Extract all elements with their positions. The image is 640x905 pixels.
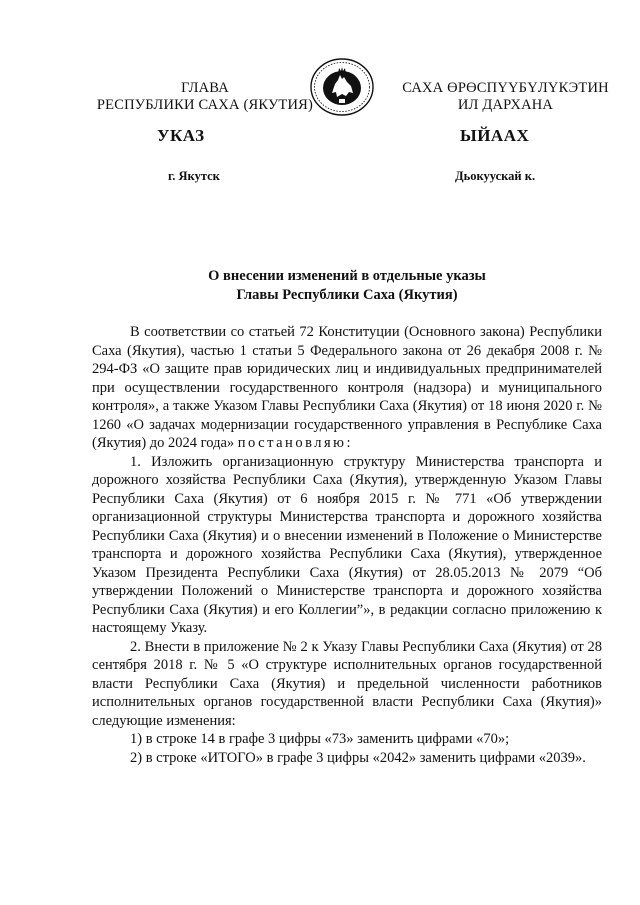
decree-title xyxy=(92,267,602,305)
subitem-1-paragraph: 1) в строке 14 в графе 3 цифры «73» заменить цифрами «70»; xyxy=(130,731,510,747)
coat-of-arms-emblem xyxy=(309,57,375,117)
decree-word: постановляю: xyxy=(237,435,353,451)
issuer-sakha xyxy=(383,80,628,114)
decree-body xyxy=(92,323,602,767)
preamble-text: В соответствии со статьей 72 Конституции (Основного закона) Республики Саха (Якутия), частью 1 статьи 5 Федерального закона от 26 декабря 2008 г. № 294-ФЗ «О защите прав юридических лиц и индивидуальных предпринимателей при осуществлении государственного контроля (надзора) и муниципального контроля», а также Указом Главы Республики Саха (Якутия) от 18 июня 2020 г. № 1260 «О задачах модернизации государственного управления в Республике Саха (Якутия) до 2024 года» xyxy=(92,324,602,451)
issuer-sakha-line1: САХА ӨРӨСПҮҮБҮЛҮКЭТИН xyxy=(402,80,609,96)
issuer-sakha-line2: ИЛ ДАРХАНА xyxy=(457,97,554,113)
issuer-ru-line1: ГЛАВА xyxy=(181,80,229,96)
city-sakha: Дьокуускай к. xyxy=(455,169,536,183)
doc-type-sakha: ЫЙААХ xyxy=(460,126,530,145)
decree-title-line2: Главы Республики Саха (Якутия) xyxy=(236,287,458,303)
issuer-ru-line2: РЕСПУБЛИКИ САХА (ЯКУТИЯ) xyxy=(96,97,314,113)
doc-type-ru: УКАЗ xyxy=(157,126,205,145)
decree-title-line1: О внесении изменений в отдельные указы xyxy=(208,268,486,284)
issuer-ru xyxy=(80,80,330,114)
item-2-paragraph: 2. Внести в приложение № 2 к Указу Главы Республики Саха (Якутия) от 28 сентября 2018 г. № 5 «О структуре исполнительных органов государственной власти Республики Саха (Якутия) и предельной численности работников исполнительных органов государственной власти Республики Саха (Якутия)» следующие изменения: xyxy=(92,638,602,729)
item-1-paragraph: 1. Изложить организационную структуру Министерства транспорта и дорожного хозяйства Республики Саха (Якутия), утвержденную Указом Главы Республики Саха (Якутия) от 6 ноября 2015 г. № 771 «Об утверждении организационной структуры Министерства транспорта и дорожного хозяйства Республики Саха (Якутия) и о внесении изменений в Положение о Министерстве транспорта и дорожного хозяйства Республики Саха (Якутия), утвержденное Указом Президента Республики Саха (Якутия) от 28.05.2013 № 2079 “Об утверждении Положений о Министерстве транспорта и дорожного хозяйства Республики Саха (Якутия) и его Коллегии”», в редакции согласно приложению к настоящему Указу. xyxy=(92,453,602,636)
subitem-2-paragraph: 2) в строке «ИТОГО» в графе 3 цифры «2042» заменить цифрами «2039». xyxy=(130,749,586,766)
emblem-graphic xyxy=(309,57,375,117)
city-ru: г. Якутск xyxy=(168,169,220,183)
preamble-paragraph xyxy=(92,323,602,453)
